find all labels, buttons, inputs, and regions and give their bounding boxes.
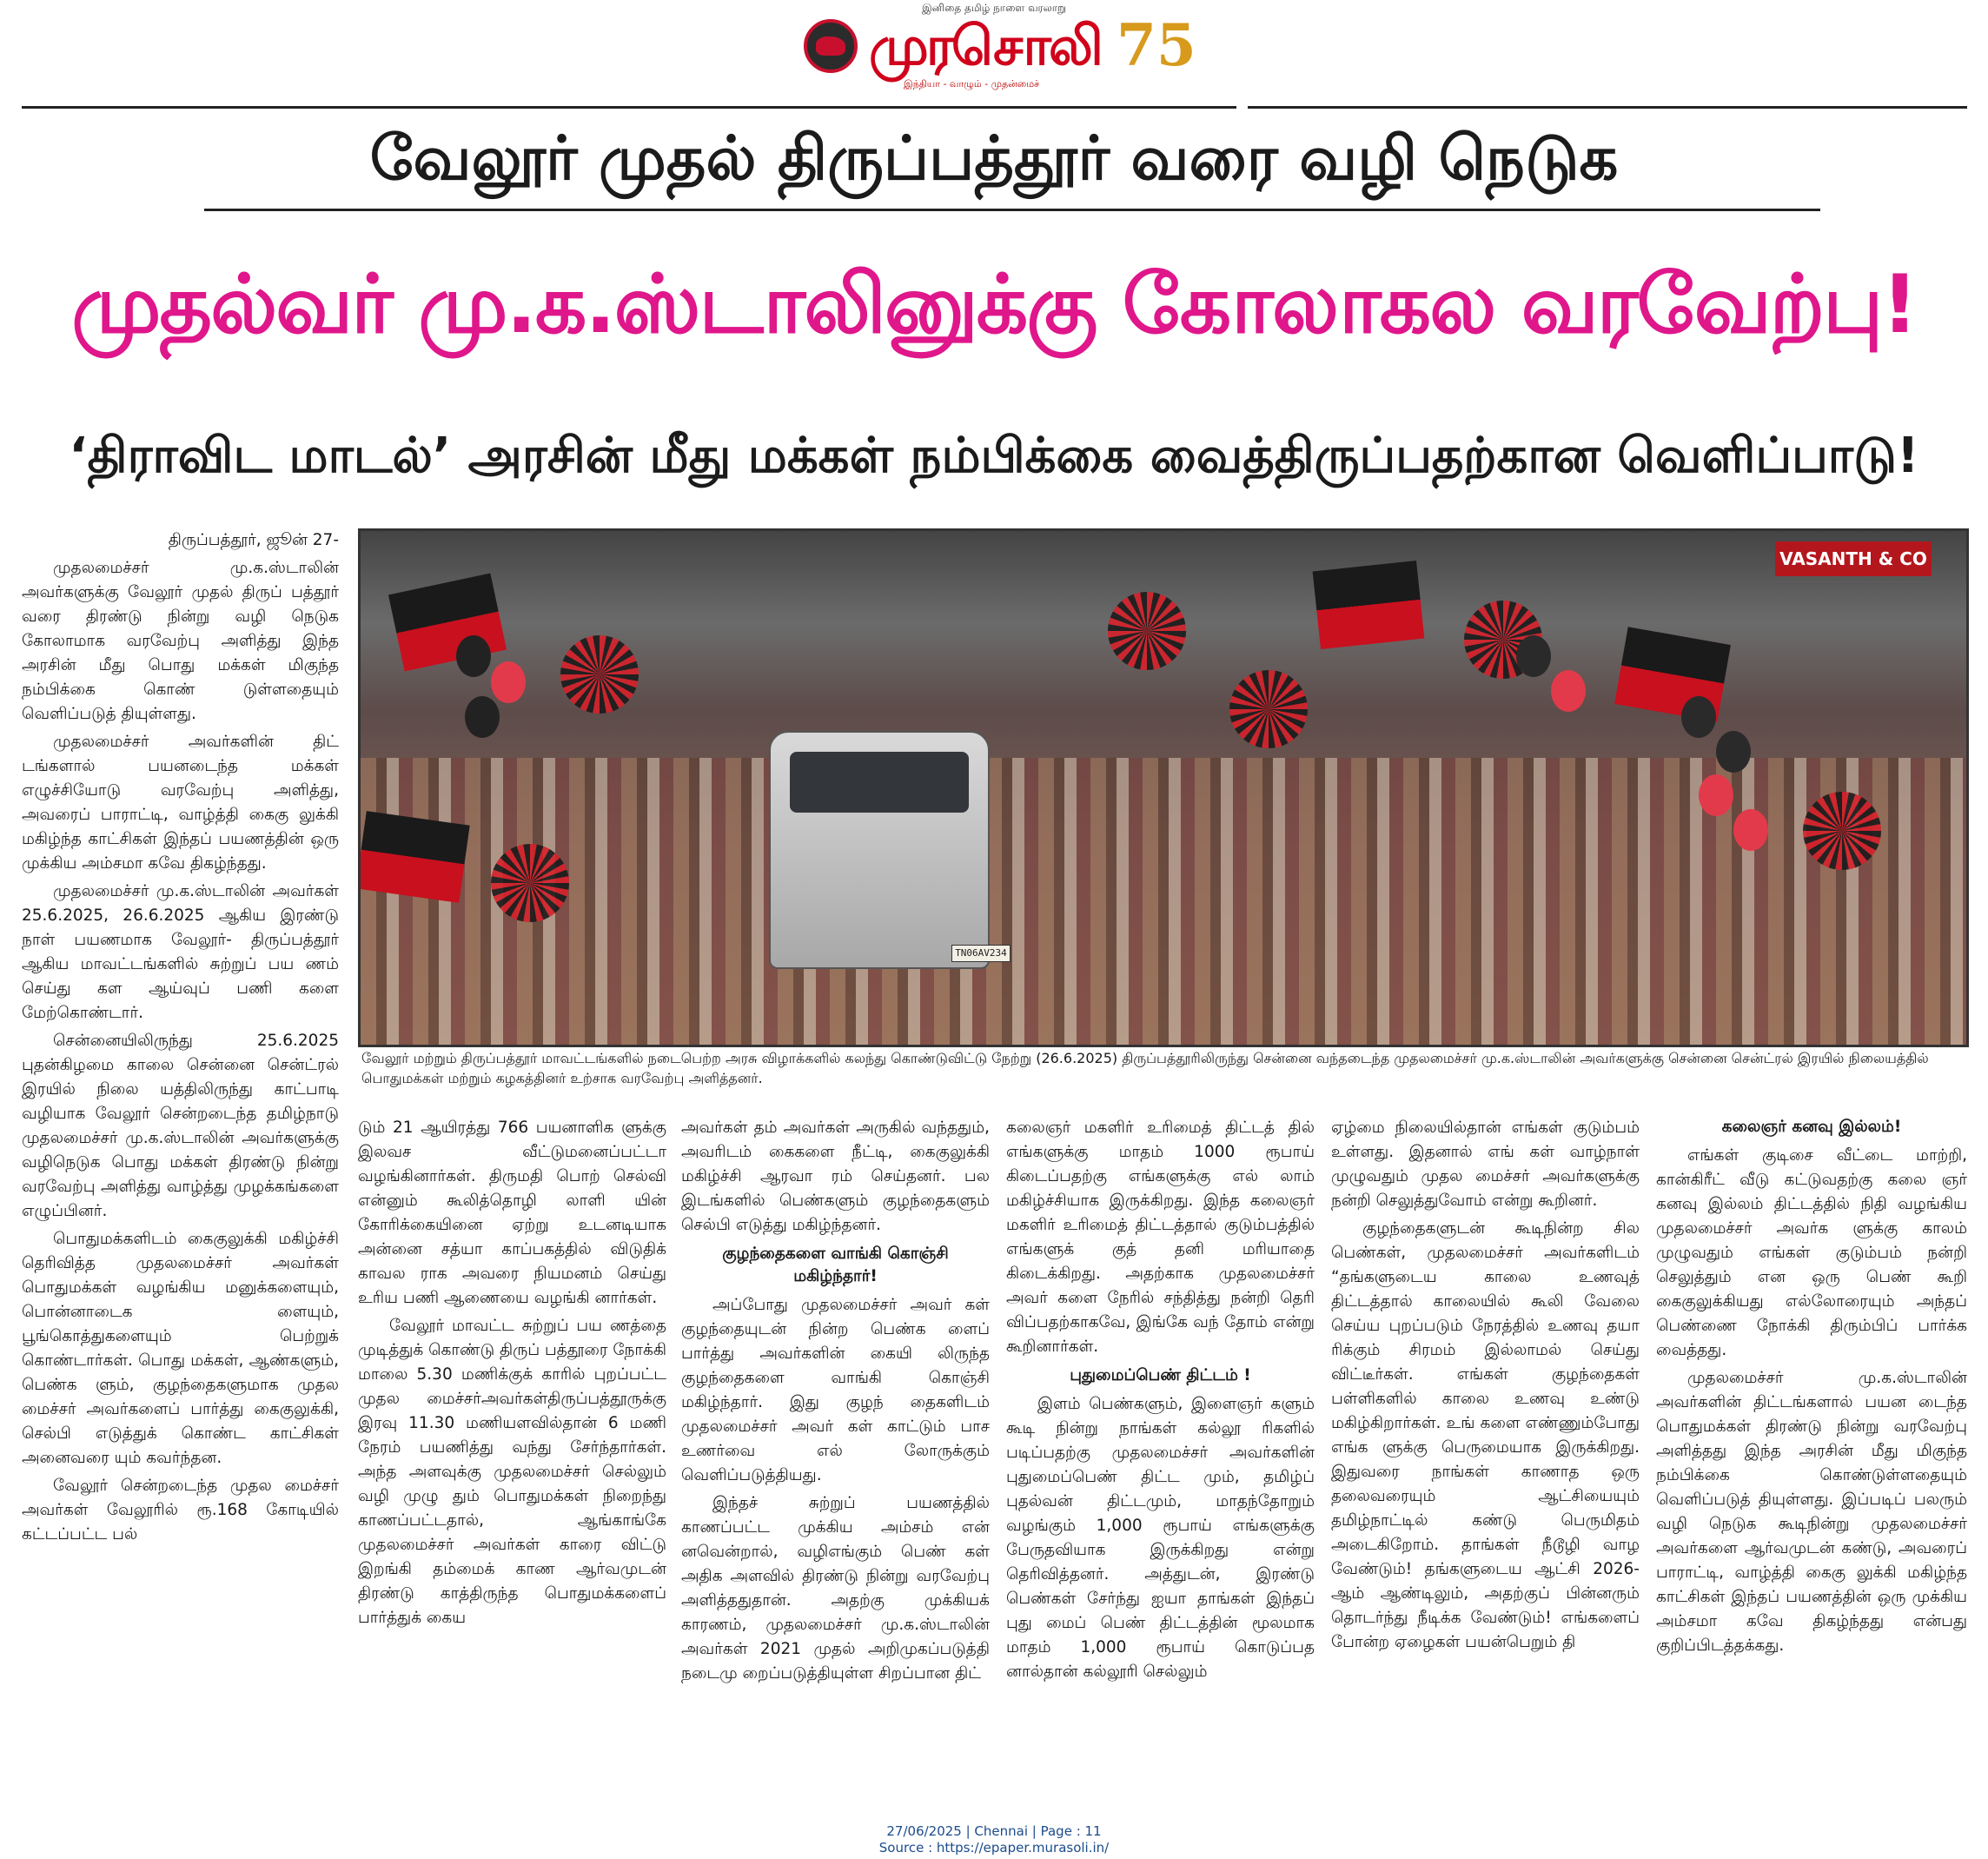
section-heading: புதுமைப்பெண் திட்டம் ! xyxy=(1070,1366,1251,1384)
paragraph: சென்னையிலிருந்து 25.6.2025 புதன்கிழமை காலை சென்னை சென்ட்ரல் இரயில் நிலை யத்திலிருந்து காட்பாடி வழியாக வேலூர் சென்றடைந்த தமிழ்நாடு முதலமைச்சர் மு.க.ஸ்டாலின் அவர்களுக்கு வழிநெடுக பொது மக்கள் திரண்டு நின்று வரவேற்பு அளித்து வாழ்த்து முழக்கங்களை எழுப்பினர். xyxy=(22,1032,339,1220)
paragraph: அப்போது முதலமைச்சர் அவர் கள் குழந்தையுடன் நின்ற பெண்க ளைப் பார்த்து அவர்களின் கையி லிருந்த குழந்தைகளை வாங்கி கொஞ்சி மகிழ்ந்தார். இது குழந் தைகளிடம் முதலமைச்சர் அவர் கள் காட்டும் பாச உணர்வை எல் லோருக்கும் வெளிப்படுத்தியது. xyxy=(681,1296,990,1484)
headline-kicker: வேலூர் முதல் திருப்பத்தூர் வரை வழி நெடுக xyxy=(369,123,1619,194)
footer-edition: 27/06/2025 | Chennai | Page : 11 xyxy=(886,1823,1102,1839)
party-flag xyxy=(1313,561,1425,649)
article-column-5 xyxy=(1331,1116,1640,1658)
paragraph: முதலமைச்சர் மு.க.ஸ்டாலின் அவர்களுக்கு வேலூர் முதல் திருப் பத்தூர் வரை திரண்டு நின்று வழி நெடுக கோலாமாக வரவேற்பு அளித்து இந்த அரசின் மீது பொது மக்கள் மிகுந்த நம்பிக்கை கொண் டுள்ளதையும் வெளிப்படுத் தியுள்ளது. xyxy=(22,559,339,723)
headline-underline xyxy=(204,209,1820,211)
news-photo xyxy=(358,528,1969,1047)
paragraph: எங்கள் குடிசை வீட்டை மாற்றி, கான்கிரீட் வீடு கட்டுவதற்கு கலை ஞர் கனவு இல்லம் திட்டத்தில் நிதி வழங்கிய முதலமைச்சர் அவர்க ளுக்கு காலம் முழுவதும் எங்கள் குடும்பம் நன்றி செலுத்தும் என ஒரு பெண் கூறி கைகுலுக்கியது எல்லோரையும் அந்தப் பெண்ணை நோக்கி திரும்பிப் பார்க்க வைத்தது. xyxy=(1656,1146,1967,1359)
balloon xyxy=(491,661,526,703)
section-heading: குழந்தைகளை வாங்கி கொஞ்சி மகிழ்ந்தார்! xyxy=(722,1245,949,1285)
dateline: திருப்பத்தூர், ஜூன் 27- xyxy=(168,531,339,549)
anniversary-badge: 75 xyxy=(1117,11,1196,79)
party-fan xyxy=(1108,592,1186,670)
headline-subhead: ‘திராவிட மாடல்’ அரசின் மீது மக்கள் நம்பிக்கை வைத்திருப்பதற்கான வெளிப்பாடு! xyxy=(69,428,1919,484)
balloon xyxy=(1551,670,1586,712)
headline-main: முதல்வர் மு.க.ஸ்டாலினுக்கு கோலாகல வரவேற்பு! xyxy=(71,257,1917,351)
balloon xyxy=(465,696,500,738)
logo-subtitle: இந்தியா - வாழும் - முதன்மைச் xyxy=(904,78,1040,90)
paragraph: முதலமைச்சர் அவர்களின் திட் டங்களால் பயனடைந்த மக்கள் எழுச்சியோடு வரவேற்பு அளித்து, அவரைப் பாராட்டி, வாழ்த்தி கைகு லுக்கி மகிழ்ந்த காட்சிகள் இந்தப் பயணத்தின் ஒரு முக்கிய அம்சமா கவே திகழ்ந்தது. xyxy=(22,733,339,873)
section-heading: கலைஞர் கனவு இல்லம்! xyxy=(1721,1118,1902,1136)
newspaper-logo: முரசொலி xyxy=(869,14,1101,77)
paragraph: பொதுமக்களிடம் கைகுலுக்கி மகிழ்ச்சி தெரிவித்த முதலமைச்சர் அவர்கள் பொதுமக்கள் வழங்கிய மனுக்களையும், பொன்னாடைக ளையும், பூங்கொத்துகளையும் பெற்றுக் கொண்டார்கள். பொது மக்கள், ஆண்களும், பெண்க ளும், குழந்தைகளுமாக முதல மைச்சர் அவர்களைப் பார்த்து கைகுலுக்கி, செல்பி எடுத்துக் கொண்ட காட்சிகள் அனைவரை யும் கவர்ந்தன. xyxy=(22,1230,339,1467)
masthead xyxy=(0,0,1988,109)
balloon xyxy=(1699,774,1733,816)
photo-caption: வேலூர் மற்றும் திருப்பத்தூர் மாவட்டங்களில் நடைபெற்ற அரசு விழாக்களில் கலந்து கொண்டுவிட்டு நேற்று (26.6.2025) திருப்பத்தூரிலிருந்து சென்னை வந்தடைந்த முதலமைச்சர் மு.க.ஸ்டாலின் அவர்களுக்கு சென்னை சென்ட்ரல் இரயில் நிலையத்தில் பொதுமக்கள் மற்றும் கழகத்தினர் உற்சாக வரவேற்பு அளித்தனர். xyxy=(361,1050,1929,1086)
number-plate: TN06AV234 xyxy=(951,945,1011,962)
balloon xyxy=(456,635,491,677)
shop-sign: VASANTH & CO xyxy=(1775,541,1932,576)
article-column-4 xyxy=(1006,1116,1315,1688)
party-flag xyxy=(358,811,470,903)
emblem-icon xyxy=(804,19,858,73)
balloon xyxy=(1516,635,1551,677)
paragraph: முதலமைச்சர் மு.க.ஸ்டாலின் அவர்களின் திட்டங்களால் பயன டைந்த பொதுமக்கள் திரண்டு நின்று வரவேற்பு அளித்தது இந்த அரசின் மீது மிகுந்த நம்பிக்கை கொண்டுள்ளதையும் வெளிப்படுத் தியுள்ளது. இப்படிப் பலரும் வழி நெடுக கூடிநின்று முதலமைச்சர் அவர்களை ஆர்வமுடன் கண்டு, அவரைப் பாராட்டி, வாழ்த்தி கைகு லுக்கி மகிழ்ந்த காட்சிகள் இந்தப் பயணத்தின் ஒரு முக்கிய அம்சமா கவே திகழ்ந்தது என்பது குறிப்பிடத்தக்கது. xyxy=(1656,1369,1967,1655)
masthead-rule-left xyxy=(22,106,1236,109)
paragraph: அவர்கள் தம் அவர்கள் அருகில் வந்ததும், அவரிடம் கைகளை நீட்டி, கைகுலுக்கி மகிழ்ச்சி ஆரவா ரம் செய்தனர். பல இடங்களில் பெண்களும் குழந்தைகளும் செல்பி எடுத்து மகிழ்ந்தனர். xyxy=(681,1119,990,1234)
balloon xyxy=(1681,696,1716,738)
article-column-3 xyxy=(681,1116,990,1690)
masthead-rule-right xyxy=(1248,106,1967,109)
party-fan xyxy=(1803,792,1881,870)
footer-source: Source : https://epaper.murasoli.in/ xyxy=(878,1840,1110,1856)
balloon xyxy=(1733,809,1768,851)
article-column-6 xyxy=(1656,1116,1967,1662)
paragraph: வேலூர் மாவட்ட சுற்றுப் பய ணத்தை முடித்துக் கொண்டு திருப் பத்தூரை நோக்கி மாலை 5.30 மணிக்குக் காரில் புறப்பட்ட முதல மைச்சர்அவர்கள்திருப்பத்தூருக்கு இரவு 11.30 மணியளவில்தான் 6 மணி நேரம் பயணித்து வந்து சேர்ந்தார்கள். அந்த அளவுக்கு முதலமைச்சர் செல்லும் வழி முழு தும் பொதுமக்கள் நிறைந்து காணப்பட்டதால், ஆங்காங்கே முதலமைச்சர் அவர்கள் காரை விட்டு இறங்கி தம்மைக் காண ஆர்வமுடன் திரண்டு காத்திருந்த பொதுமக்களைப் பார்த்துக் கைய xyxy=(358,1317,666,1627)
party-fan xyxy=(560,635,639,714)
paragraph: இளம் பெண்களும், இளைஞர் களும் கூடி நின்று நாங்கள் கல்லூ ரிகளில் படிப்பதற்கு முதலமைச்சர் அவர்களின் புதுமைப்பெண் திட்ட மும், தமிழ்ப் புதல்வன் திட்டமும், மாதந்தோறும் வழங்கும் 1,000 ரூபாய் எங்களுக்கு பேருதவியாக இருக்கிறது என்று தெரிவித்தனர். அத்துடன், இரண்டு பெண்கள் சேர்ந்து ஐயா தாங்கள் இந்தப் புது மைப் பெண் திட்டத்தின் மூலமாக மாதம் 1,000 ரூபாய் கொடுப்பத னால்தான் கல்லூரி செல்லும் xyxy=(1006,1395,1315,1681)
balloon xyxy=(1716,731,1751,773)
paragraph: இந்தச் சுற்றுப் பயணத்தில் காணப்பட்ட முக்கிய அம்சம் என் னவென்றால், வழிஎங்கும் பெண் கள் அதிக அளவில் திரண்டு நின்று வரவேற்பு அளித்ததுதான். அதற்கு முக்கியக் காரணம், முதலமைச்சர் மு.க.ஸ்டாலின் அவர்கள் 2021 முதல் அறிமுகப்படுத்தி நடைமு றைப்படுத்தியுள்ள சிறப்பான திட் xyxy=(681,1494,990,1683)
paragraph: குழந்தைகளுடன் கூடிநின்ற சில பெண்கள், முதலமைச்சர் அவர்களிடம் “தங்களுடைய காலை உணவுத் திட்டத்தால் காலையில் கூலி வேலை செய்ய புறப்படும் நேரத்தில் உணவு தயா ரிக்கும் சிரமம் இல்லாமல் செய்து விட்டீர்கள். எங்கள் குழந்தைகள் பள்ளிகளில் காலை உணவு உண்டு மகிழ்கிறார்கள். உங் களை எண்ணும்போது எங்க ளுக்கு பெருமையாக இருக்கிறது. இதுவரை நாங்கள் காணாத ஒரு தலைவரையும் ஆட்சியையும் தமிழ்நாட்டில் கண்டு பெருமிதம் அடைகிறோம். தாங்கள் நீடூழி வாழ வேண்டும்! தங்களுடைய ஆட்சி 2026-ஆம் ஆண்டிலும், அதற்குப் பின்னரும் தொடர்ந்து நீடிக்க வேண்டும்! எங்களைப் போன்ற ஏழைகள் பயன்பெறும் தி xyxy=(1331,1219,1640,1651)
paragraph: கலைஞர் மகளிர் உரிமைத் திட்டத் தில் எங்களுக்கு மாதம் 1000 ரூபாய் கிடைப்பதற்கு எங்களுக்கு எல் லாம் மகிழ்ச்சியாக இருக்கிறது. இந்த கலைஞர் மகளிர் உரிமைத் திட்டத்தால் குடும்பத்தில் எங்களுக் குத் தனி மரியாதை கிடைக்கிறது. அதற்காக முதலமைச்சர் அவர் களை நேரில் சந்தித்து நன்றி தெரி விப்பதற்காகவே, இங்கே வந் தோம் என்று கூறினார்கள். xyxy=(1006,1119,1315,1356)
paragraph: டும் 21 ஆயிரத்து 766 பயனாளிக ளுக்கு இலவச வீட்டுமனைப்பட்டா வழங்கினார்கள். திருமதி பொற் செல்வி என்னும் கூலித்தொழி லாளி யின் கோரிக்கையினை ஏற்று உடனடியாக அன்னை சத்யா காப்பகத்தில் விடுதிக் காவல ராக அவரை நியமனம் செய்து உரிய பணி ஆணையை வழங்கி னார்கள். xyxy=(358,1119,666,1307)
masthead-tagline: இனிதை தமிழ் நாளை வரலாறு xyxy=(921,2,1067,14)
vehicle-shape xyxy=(769,731,990,969)
article-column-1 xyxy=(22,528,339,1550)
paragraph: வேலூர் சென்றடைந்த முதல மைச்சர் அவர்கள் வேலூரில் ரூ.168 கோடியில் கட்டப்பட்ட பல் xyxy=(22,1477,339,1544)
party-fan xyxy=(1229,670,1308,748)
paragraph: முதலமைச்சர் மு.க.ஸ்டாலின் அவர்கள் 25.6.2025, 26.6.2025 ஆகிய இரண்டு நாள் பயணமாக வேலூர்- திருப்பத்தூர் ஆகிய மாவட்டங்களில் சுற்றுப் பய ணம் செய்து கள ஆய்வுப் பணி களை மேற்கொண்டார். xyxy=(22,882,339,1022)
page-footer xyxy=(0,1823,1988,1856)
party-fan xyxy=(491,844,569,922)
article-column-2 xyxy=(358,1116,666,1634)
paragraph: ஏழ்மை நிலையில்தான் எங்கள் குடும்பம் உள்ளது. இதனால் எங் கள் வாழ்நாள் முழுவதும் முதல மைச்சர் அவர்களுக்கு நன்றி செலுத்துவோம் என்று கூறினர். xyxy=(1331,1119,1640,1210)
